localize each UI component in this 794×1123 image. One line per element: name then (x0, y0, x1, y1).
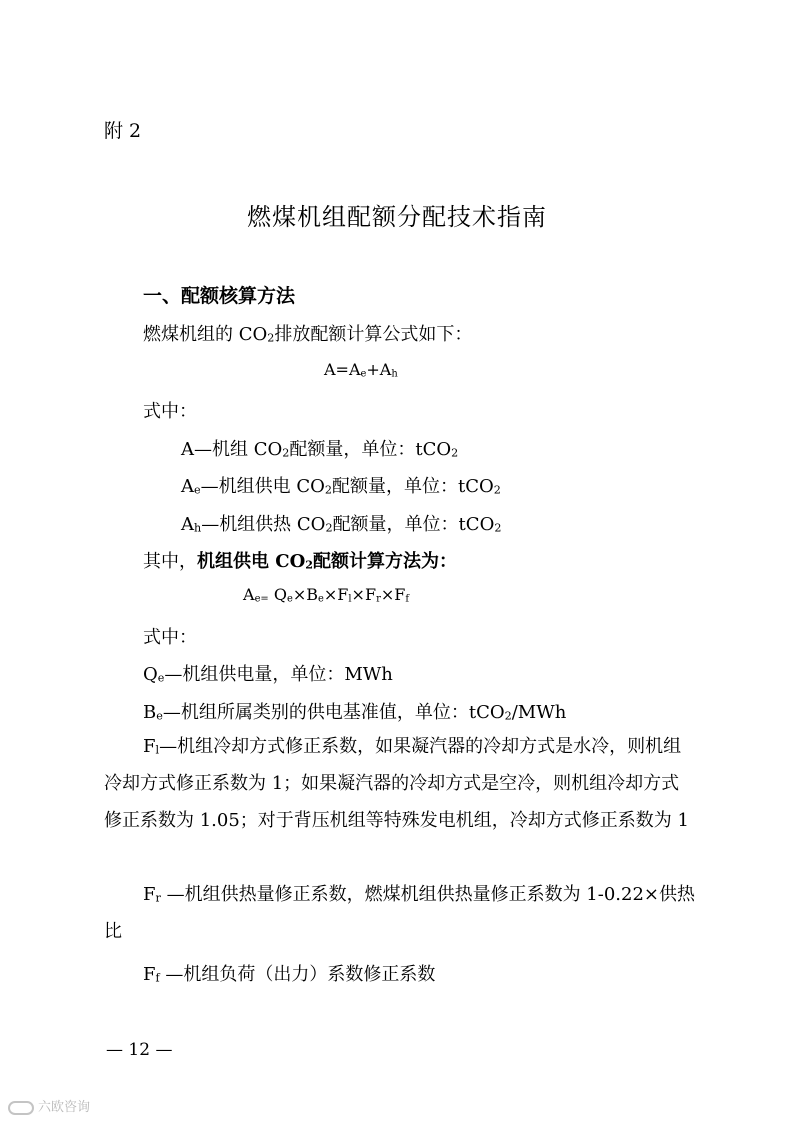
supply-method-intro: 其中，机组供电 $CO_2$配额计算方法为： (143, 551, 458, 572)
formula-total: $A=A_e+A_h$ (324, 360, 398, 380)
definition-Fl: $F_l—$机组冷却方式修正系数，如果凝汽器的冷却方式是水冷，则机组冷却方式修正系数为 1；如果凝汽器的冷却方式是空冷，则机组冷却方式修正系数为 1.05；对于背压机组等特殊发电机组，冷却方式修正系数为 1 (104, 736, 689, 831)
section-heading: 一、配额核算方法 (143, 285, 296, 307)
definition-Ah: $A_h—$机组供热 $CO_2$配额量，单位：tCO$_2$ (181, 514, 502, 535)
where-label-2: 式中： (143, 627, 197, 648)
definition-Be: $B_e—$机组所属类别的供电基准值，单位：tCO$_2$/MWh (143, 702, 567, 723)
definition-Fr: $F_r$ —机组供热量修正系数，燃煤机组供热量修正系数为 1-0.22×供热比 (104, 884, 695, 942)
where-label: 式中： (143, 401, 197, 422)
definition-Ff: $F_f$ —机组负荷（出力）系数修正系数 (143, 964, 436, 985)
watermark: 六欧咨询 (8, 1096, 90, 1115)
formula-supply: $A_{e=}$ $Q_e\times B_e\times F_l\times F_r\times F_f$ (243, 585, 409, 605)
definition-Qe: $Q_e—$机组供电量，单位：MWh (143, 664, 393, 685)
page-number: — 12 — (106, 1040, 173, 1060)
annex-label: 附 2 (104, 120, 142, 142)
definition-A: A—机组 $CO_2$配额量，单位：tCO$_2$ (181, 439, 459, 460)
watermark-logo-icon (8, 1101, 34, 1115)
formula-intro: 燃煤机组的 $CO_2$排放配额计算公式如下： (143, 324, 473, 345)
document-title: 燃煤机组配额分配技术指南 (247, 203, 547, 231)
definition-Ae: $A_e—$机组供电 $CO_2$配额量，单位：tCO$_2$ (181, 476, 501, 497)
